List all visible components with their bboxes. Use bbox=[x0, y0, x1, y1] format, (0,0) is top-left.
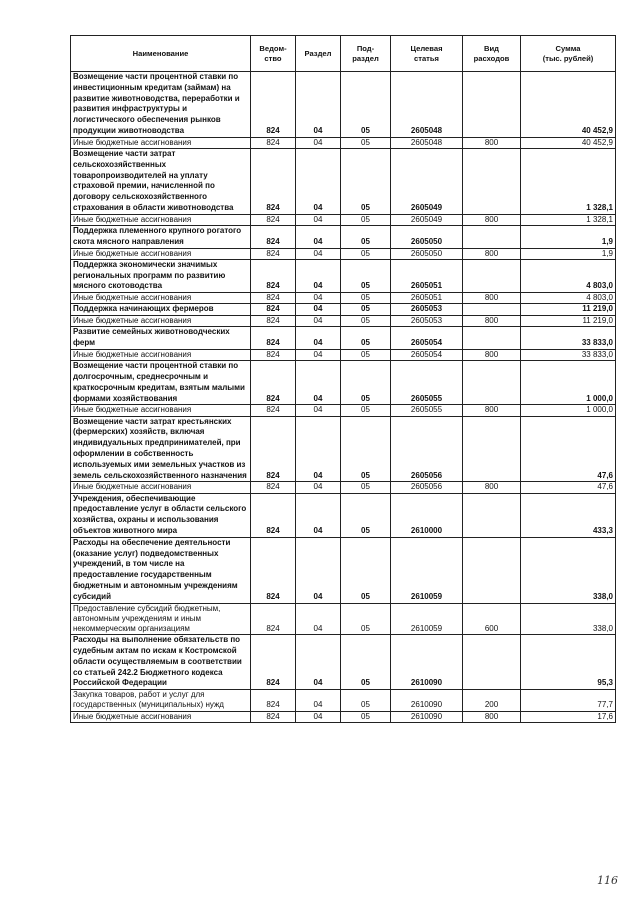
row-subsection: 05 bbox=[341, 225, 391, 248]
header-section: Раздел bbox=[296, 36, 341, 72]
row-target: 2610000 bbox=[391, 493, 463, 537]
row-name: Поддержка начинающих фермеров bbox=[71, 304, 251, 316]
header-sum: Сумма (тыс. рублей) bbox=[521, 36, 616, 72]
table-row bbox=[71, 259, 616, 292]
row-dept: 824 bbox=[251, 493, 296, 537]
row-name: Возмещение части затрат сельскохозяйственных товаропроизводителей на уплату страховой премии, начисленной по договору сельскохозяйственного страхования в области животноводства bbox=[71, 148, 251, 214]
row-sum: 47,6 bbox=[521, 482, 616, 493]
row-subsection: 05 bbox=[341, 537, 391, 603]
row-section: 04 bbox=[296, 482, 341, 493]
row-exptype bbox=[463, 416, 521, 482]
row-name: Иные бюджетные ассигнования bbox=[71, 214, 251, 225]
row-exptype: 800 bbox=[463, 405, 521, 416]
row-name: Учреждения, обеспечивающие предоставление услуг в области сельского хозяйства, охраны и использования объектов животного мира bbox=[71, 493, 251, 537]
row-name: Возмещение части затрат крестьянских (фермерских) хозяйств, включая индивидуальных предпринимателей, при оформлении в собственность используемых ими земельных участков из земель сельскохозяйственного назначения bbox=[71, 416, 251, 482]
row-exptype bbox=[463, 361, 521, 405]
row-sum: 40 452,9 bbox=[521, 72, 616, 138]
header-name: Наименование bbox=[71, 36, 251, 72]
row-dept: 824 bbox=[251, 214, 296, 225]
row-exptype bbox=[463, 148, 521, 214]
table-row bbox=[71, 416, 616, 482]
row-name: Иные бюджетные ассигнования bbox=[71, 349, 251, 360]
row-target: 2605048 bbox=[391, 137, 463, 148]
row-sum: 338,0 bbox=[521, 537, 616, 603]
row-dept: 824 bbox=[251, 316, 296, 327]
row-dept: 824 bbox=[251, 259, 296, 292]
row-subsection: 05 bbox=[341, 259, 391, 292]
table-row bbox=[71, 361, 616, 405]
row-dept: 824 bbox=[251, 405, 296, 416]
row-section: 04 bbox=[296, 361, 341, 405]
row-sum: 33 833,0 bbox=[521, 327, 616, 350]
table-row bbox=[71, 405, 616, 416]
row-subsection: 05 bbox=[341, 603, 391, 635]
row-exptype: 800 bbox=[463, 214, 521, 225]
row-subsection: 05 bbox=[341, 416, 391, 482]
table-row bbox=[71, 304, 616, 316]
table-row bbox=[71, 690, 616, 711]
row-target: 2605051 bbox=[391, 293, 463, 304]
row-subsection: 05 bbox=[341, 304, 391, 316]
row-name: Иные бюджетные ассигнования bbox=[71, 137, 251, 148]
row-section: 04 bbox=[296, 293, 341, 304]
row-section: 04 bbox=[296, 493, 341, 537]
table-row bbox=[71, 327, 616, 350]
row-exptype: 800 bbox=[463, 316, 521, 327]
row-sum: 77,7 bbox=[521, 690, 616, 711]
row-subsection: 05 bbox=[341, 482, 391, 493]
table-row bbox=[71, 214, 616, 225]
row-sum: 95,3 bbox=[521, 635, 616, 690]
table-row bbox=[71, 72, 616, 138]
row-name: Предоставление субсидий бюджетным, автономным учреждениям и иным некоммерческим организациям bbox=[71, 603, 251, 635]
row-subsection: 05 bbox=[341, 405, 391, 416]
row-subsection: 05 bbox=[341, 137, 391, 148]
row-sum: 17,6 bbox=[521, 711, 616, 722]
row-name: Поддержка экономически значимых региональных программ по развитию мясного скотоводства bbox=[71, 259, 251, 292]
row-section: 04 bbox=[296, 225, 341, 248]
row-sum: 47,6 bbox=[521, 416, 616, 482]
row-exptype bbox=[463, 537, 521, 603]
table-row bbox=[71, 137, 616, 148]
row-name: Иные бюджетные ассигнования bbox=[71, 405, 251, 416]
row-name: Иные бюджетные ассигнования bbox=[71, 316, 251, 327]
row-dept: 824 bbox=[251, 603, 296, 635]
row-subsection: 05 bbox=[341, 690, 391, 711]
row-subsection: 05 bbox=[341, 349, 391, 360]
table-row bbox=[71, 482, 616, 493]
row-exptype bbox=[463, 72, 521, 138]
row-section: 04 bbox=[296, 416, 341, 482]
row-target: 2605049 bbox=[391, 214, 463, 225]
row-dept: 824 bbox=[251, 225, 296, 248]
row-exptype bbox=[463, 635, 521, 690]
row-target: 2605048 bbox=[391, 72, 463, 138]
row-section: 04 bbox=[296, 537, 341, 603]
row-subsection: 05 bbox=[341, 635, 391, 690]
row-section: 04 bbox=[296, 711, 341, 722]
row-dept: 824 bbox=[251, 711, 296, 722]
row-name: Развитие семейных животноводческих ферм bbox=[71, 327, 251, 350]
row-dept: 824 bbox=[251, 690, 296, 711]
row-name: Расходы на выполнение обязательств по судебным актам по искам к Костромской области осуществляемым в соответствии со статьей 242.2 Бюджетного кодекса Российской Федерации bbox=[71, 635, 251, 690]
row-sum: 1 328,1 bbox=[521, 214, 616, 225]
row-exptype: 800 bbox=[463, 293, 521, 304]
row-dept: 824 bbox=[251, 148, 296, 214]
row-subsection: 05 bbox=[341, 72, 391, 138]
row-exptype: 800 bbox=[463, 349, 521, 360]
row-target: 2610090 bbox=[391, 690, 463, 711]
row-dept: 824 bbox=[251, 635, 296, 690]
row-exptype bbox=[463, 493, 521, 537]
table-row bbox=[71, 635, 616, 690]
row-exptype bbox=[463, 304, 521, 316]
row-exptype: 800 bbox=[463, 137, 521, 148]
row-target: 2610059 bbox=[391, 537, 463, 603]
row-dept: 824 bbox=[251, 248, 296, 259]
row-section: 04 bbox=[296, 690, 341, 711]
row-exptype: 600 bbox=[463, 603, 521, 635]
row-exptype bbox=[463, 327, 521, 350]
row-dept: 824 bbox=[251, 416, 296, 482]
row-exptype bbox=[463, 225, 521, 248]
row-dept: 824 bbox=[251, 304, 296, 316]
row-dept: 824 bbox=[251, 537, 296, 603]
row-name: Поддержка племенного крупного рогатого скота мясного направления bbox=[71, 225, 251, 248]
row-section: 04 bbox=[296, 603, 341, 635]
row-target: 2605056 bbox=[391, 416, 463, 482]
row-subsection: 05 bbox=[341, 148, 391, 214]
row-target: 2605053 bbox=[391, 316, 463, 327]
row-subsection: 05 bbox=[341, 214, 391, 225]
row-section: 04 bbox=[296, 316, 341, 327]
table-header-row bbox=[71, 36, 616, 72]
row-name: Иные бюджетные ассигнования bbox=[71, 711, 251, 722]
row-subsection: 05 bbox=[341, 316, 391, 327]
row-target: 2605055 bbox=[391, 361, 463, 405]
row-section: 04 bbox=[296, 635, 341, 690]
table-row bbox=[71, 316, 616, 327]
row-subsection: 05 bbox=[341, 327, 391, 350]
row-section: 04 bbox=[296, 349, 341, 360]
row-target: 2605053 bbox=[391, 304, 463, 316]
table-row bbox=[71, 248, 616, 259]
row-subsection: 05 bbox=[341, 248, 391, 259]
row-section: 04 bbox=[296, 248, 341, 259]
row-subsection: 05 bbox=[341, 293, 391, 304]
table-row bbox=[71, 349, 616, 360]
row-name: Возмещение части процентной ставки по долгосрочным, среднесрочным и краткосрочным кредитам, взятым малыми формами хозяйствования bbox=[71, 361, 251, 405]
table-row bbox=[71, 711, 616, 722]
row-target: 2605050 bbox=[391, 225, 463, 248]
row-dept: 824 bbox=[251, 327, 296, 350]
row-exptype: 800 bbox=[463, 711, 521, 722]
row-sum: 40 452,9 bbox=[521, 137, 616, 148]
row-sum: 1 328,1 bbox=[521, 148, 616, 214]
row-dept: 824 bbox=[251, 482, 296, 493]
table-row bbox=[71, 493, 616, 537]
row-sum: 338,0 bbox=[521, 603, 616, 635]
row-target: 2605050 bbox=[391, 248, 463, 259]
row-sum: 1,9 bbox=[521, 248, 616, 259]
row-sum: 1 000,0 bbox=[521, 405, 616, 416]
row-name: Расходы на обеспечение деятельности (оказание услуг) подведомственных учреждений, в том числе на предоставление государственным бюджетным и автономным учреждениям субсидий bbox=[71, 537, 251, 603]
row-section: 04 bbox=[296, 405, 341, 416]
row-sum: 1 000,0 bbox=[521, 361, 616, 405]
row-name: Иные бюджетные ассигнования bbox=[71, 293, 251, 304]
row-name: Закупка товаров, работ и услуг для государственных (муниципальных) нужд bbox=[71, 690, 251, 711]
row-target: 2605055 bbox=[391, 405, 463, 416]
row-section: 04 bbox=[296, 327, 341, 350]
row-target: 2610090 bbox=[391, 711, 463, 722]
table-row bbox=[71, 603, 616, 635]
header-target: Целевая статья bbox=[391, 36, 463, 72]
header-dept: Ведом- ство bbox=[251, 36, 296, 72]
row-target: 2605054 bbox=[391, 349, 463, 360]
row-sum: 1,9 bbox=[521, 225, 616, 248]
row-section: 04 bbox=[296, 259, 341, 292]
row-section: 04 bbox=[296, 304, 341, 316]
row-target: 2610090 bbox=[391, 635, 463, 690]
row-sum: 4 803,0 bbox=[521, 259, 616, 292]
header-exptype: Вид расходов bbox=[463, 36, 521, 72]
row-target: 2605056 bbox=[391, 482, 463, 493]
row-sum: 433,3 bbox=[521, 493, 616, 537]
row-dept: 824 bbox=[251, 72, 296, 138]
row-sum: 11 219,0 bbox=[521, 316, 616, 327]
row-name: Возмещение части процентной ставки по инвестиционным кредитам (займам) на развитие животноводства, переработки и развития инфраструктуры и логистического обеспечения рынков продукции животноводства bbox=[71, 72, 251, 138]
row-section: 04 bbox=[296, 148, 341, 214]
row-section: 04 bbox=[296, 214, 341, 225]
row-section: 04 bbox=[296, 137, 341, 148]
row-dept: 824 bbox=[251, 349, 296, 360]
row-dept: 824 bbox=[251, 293, 296, 304]
row-sum: 33 833,0 bbox=[521, 349, 616, 360]
row-exptype: 200 bbox=[463, 690, 521, 711]
budget-table bbox=[70, 35, 616, 723]
header-subsection: Под- раздел bbox=[341, 36, 391, 72]
row-sum: 4 803,0 bbox=[521, 293, 616, 304]
row-target: 2605049 bbox=[391, 148, 463, 214]
page-number-mark: 116 bbox=[597, 874, 618, 887]
row-section: 04 bbox=[296, 72, 341, 138]
row-dept: 824 bbox=[251, 361, 296, 405]
row-dept: 824 bbox=[251, 137, 296, 148]
row-subsection: 05 bbox=[341, 493, 391, 537]
row-name: Иные бюджетные ассигнования bbox=[71, 248, 251, 259]
row-exptype bbox=[463, 259, 521, 292]
row-target: 2605054 bbox=[391, 327, 463, 350]
table-row bbox=[71, 537, 616, 603]
row-name: Иные бюджетные ассигнования bbox=[71, 482, 251, 493]
row-subsection: 05 bbox=[341, 361, 391, 405]
row-exptype: 800 bbox=[463, 248, 521, 259]
row-subsection: 05 bbox=[341, 711, 391, 722]
row-target: 2605051 bbox=[391, 259, 463, 292]
table-row bbox=[71, 148, 616, 214]
row-target: 2610059 bbox=[391, 603, 463, 635]
row-exptype: 800 bbox=[463, 482, 521, 493]
table-row bbox=[71, 225, 616, 248]
row-sum: 11 219,0 bbox=[521, 304, 616, 316]
table-row bbox=[71, 293, 616, 304]
